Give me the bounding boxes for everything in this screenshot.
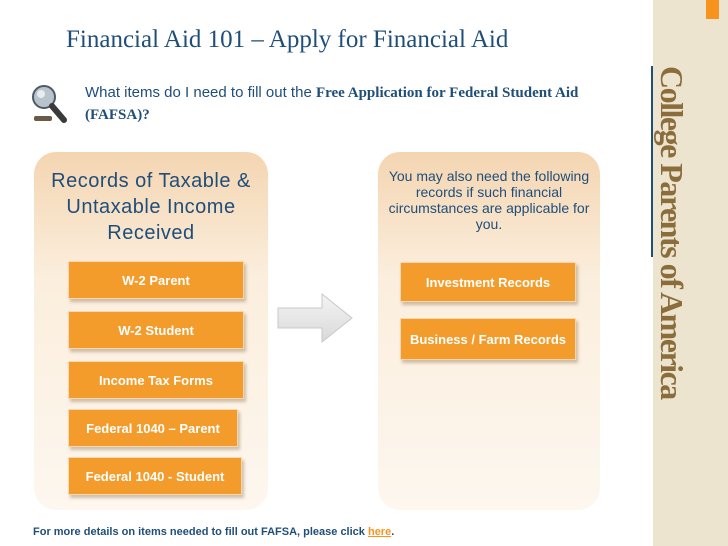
brand-name-part1: College Parents xyxy=(651,66,690,257)
footer-text: For more details on items needed to fill out FAFSA, please click xyxy=(33,526,368,538)
list-item-w2-student: W-2 Student xyxy=(68,311,244,349)
arrow-right-icon xyxy=(276,290,356,346)
question-prefix: What items do I need to fill out the xyxy=(85,84,312,101)
footer-end: . xyxy=(391,526,395,538)
page-title: Financial Aid 101 – Apply for Financial Aid xyxy=(66,26,509,53)
question-bold: Free Application for Federal Student Aid (FAFSA)? xyxy=(85,85,579,123)
magnifier-icon xyxy=(28,80,72,124)
list-item-1040-student: Federal 1040 - Student xyxy=(68,457,242,495)
list-item-income-tax-forms: Income Tax Forms xyxy=(68,361,244,399)
brand-logo xyxy=(653,66,690,466)
here-link[interactable]: here xyxy=(367,526,392,538)
brand-name-part2: of America xyxy=(654,257,690,399)
list-item-business-farm-records: Business / Farm Records xyxy=(400,318,576,360)
footer-note xyxy=(33,526,394,538)
brand-accent-bar xyxy=(706,0,719,19)
list-item-investment-records: Investment Records xyxy=(400,262,576,302)
list-item-1040-parent: Federal 1040 – Parent xyxy=(68,409,238,447)
list-item-w2-parent: W-2 Parent xyxy=(68,261,244,299)
question-text xyxy=(85,82,645,126)
income-records-heading: Records of Taxable & Untaxable Income Received xyxy=(51,170,251,244)
additional-records-heading: You may also need the following records if such financial circumstances are applicable for you. xyxy=(388,168,590,232)
